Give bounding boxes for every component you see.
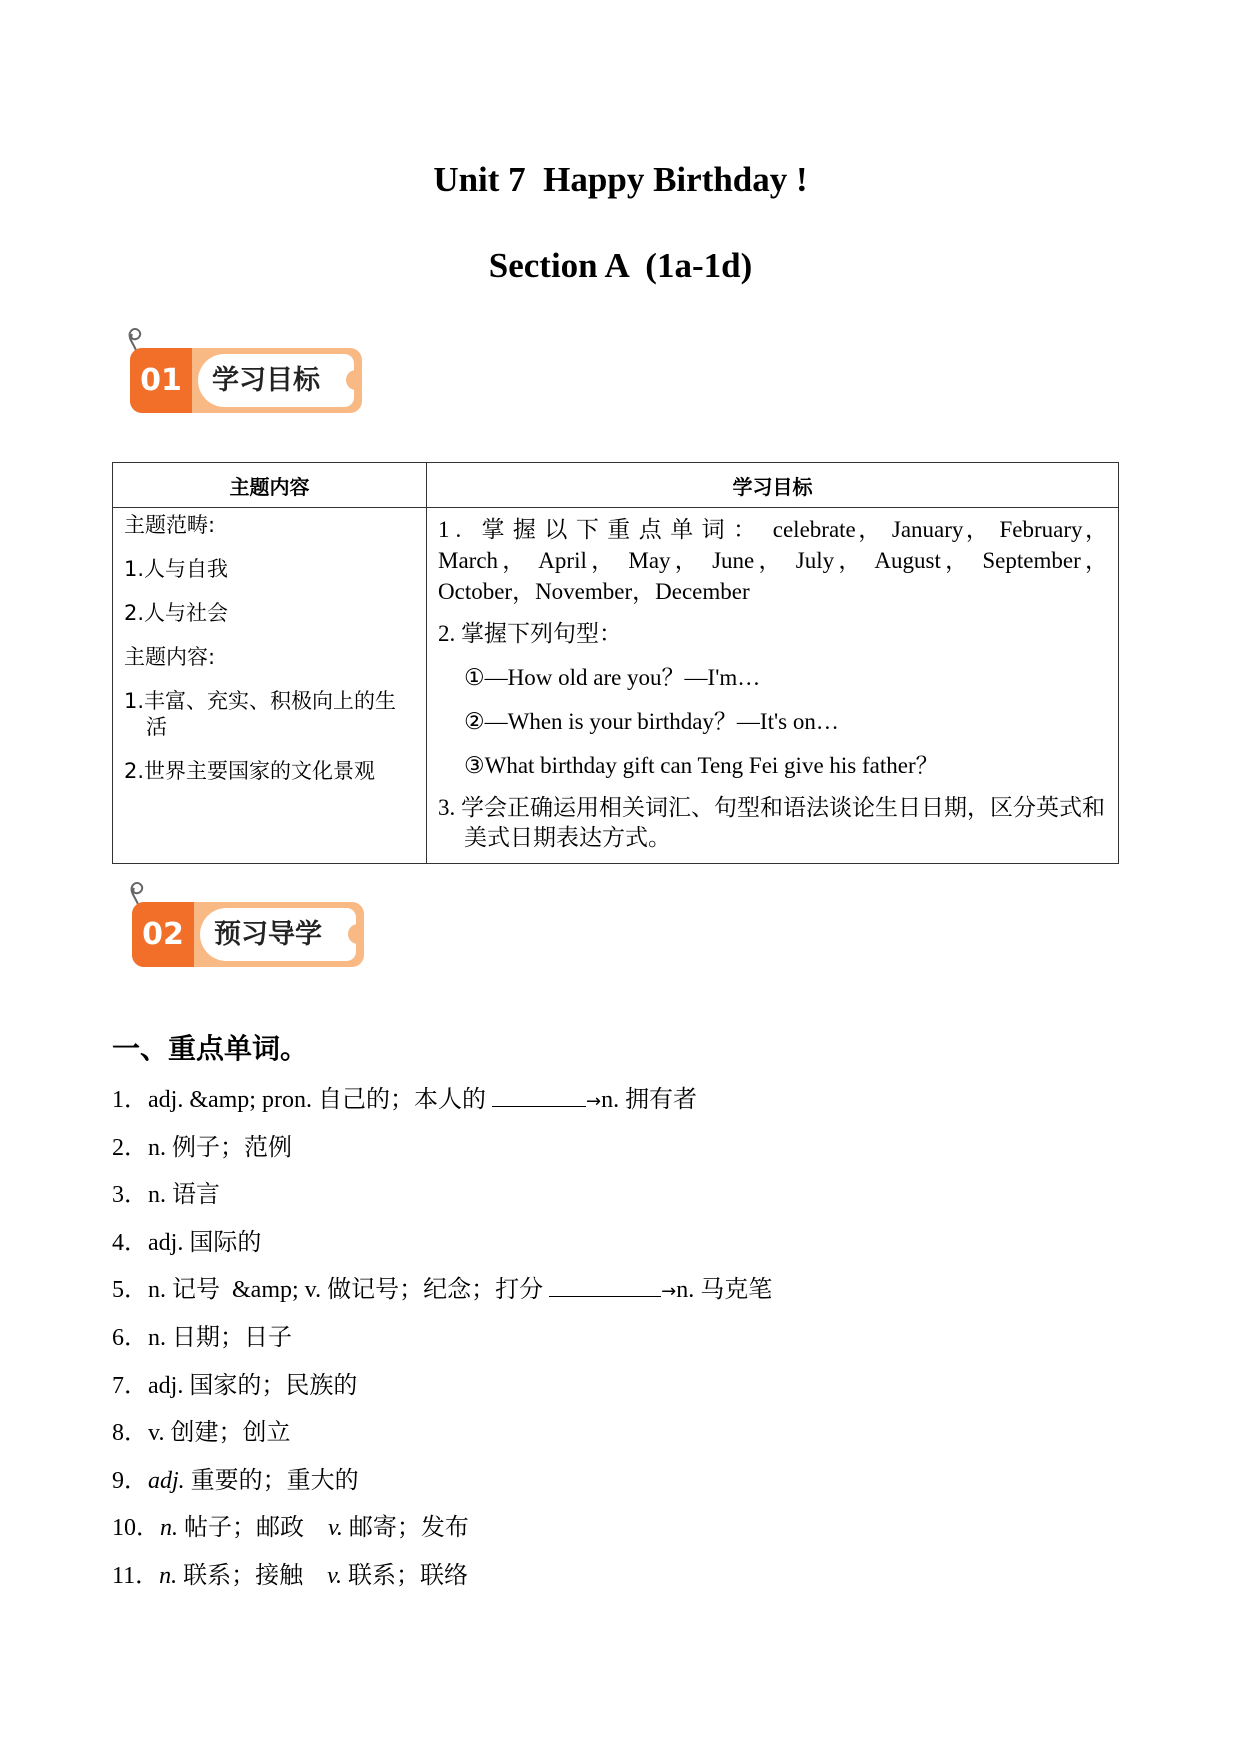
goal-words-lead: 1. 掌握以下重点单词：	[438, 517, 765, 542]
theme-item: 2.世界主要国家的文化景观	[124, 759, 376, 783]
badge-number: 01	[130, 348, 192, 413]
badge-label: 预习导学	[200, 908, 356, 961]
theme-item: 1.丰富、充实、积极向上的生活	[124, 689, 397, 739]
arrow-icon: →	[585, 1091, 602, 1112]
example-sentence: ②—When is your birthday？—It's on…	[464, 709, 839, 734]
goal-words	[438, 514, 1108, 607]
arrow-icon: →	[661, 1281, 677, 1303]
answer-blank[interactable]	[492, 1084, 586, 1107]
header-theme: 主题内容	[113, 463, 427, 508]
theme-item: 主题范畴:	[124, 513, 216, 537]
goal-usage: 3. 学会正确运用相关词汇、句型和语法谈论生日日期，区分英式和美式日期表达方式。	[438, 795, 1105, 850]
section-subtitle: Section A (1a-1d)	[488, 246, 753, 285]
example-sentence: ③What birthday gift can Teng Fei give his father？	[464, 753, 939, 778]
vocab-item: 10．n. 帖子；邮政 v. 邮寄；发布	[112, 1515, 469, 1542]
vocab-item: 9．adj. 重要的；重大的	[112, 1467, 359, 1494]
theme-item: 主题内容:	[124, 645, 216, 669]
vocab-item: 8．v. 创建；创立	[112, 1420, 291, 1447]
badge-preview-study	[126, 876, 366, 968]
section-heading: 一、重点单词。	[112, 1034, 309, 1065]
goal-sentences: 2. 掌握下列句型：	[438, 621, 622, 646]
badge-number: 02	[132, 902, 194, 967]
vocab-item: 3．n. 语言	[112, 1182, 220, 1209]
vocab-item: 4．adj. 国际的	[112, 1229, 262, 1256]
goals-table	[112, 462, 1119, 864]
vocab-item: 11．n. 联系；接触 v. 联系；联络	[112, 1562, 468, 1589]
vocab-item: 6．n. 日期；日子	[112, 1324, 292, 1351]
goals-cell	[427, 508, 1119, 864]
vocab-item: 5．n. 记号 &amp; v. 做记号；纪念；打分 →n. 马克笔	[112, 1273, 1112, 1321]
theme-cell	[113, 508, 427, 864]
answer-blank[interactable]	[549, 1274, 661, 1297]
vocab-list	[112, 1083, 1112, 1607]
vocab-item: 1．adj. &amp; pron. 自己的；本人的 →n. 拥有者	[112, 1083, 1112, 1131]
theme-item: 2.人与社会	[124, 601, 229, 625]
badge-learning-goals	[124, 322, 364, 414]
example-sentence: ①—How old are you？—I'm…	[464, 665, 761, 690]
page-title: Unit 7 Happy Birthday !	[433, 160, 808, 199]
header-goals: 学习目标	[427, 463, 1119, 508]
badge-label: 学习目标	[198, 354, 354, 407]
vocab-item: 7．adj. 国家的；民族的	[112, 1372, 358, 1399]
vocab-item: 2．n. 例子；范例	[112, 1134, 292, 1161]
theme-item: 1.人与自我	[124, 557, 229, 581]
goal-words-list: celebrate， January， February， March， April， May， June， July， August， September， October，November，December	[438, 517, 1108, 604]
